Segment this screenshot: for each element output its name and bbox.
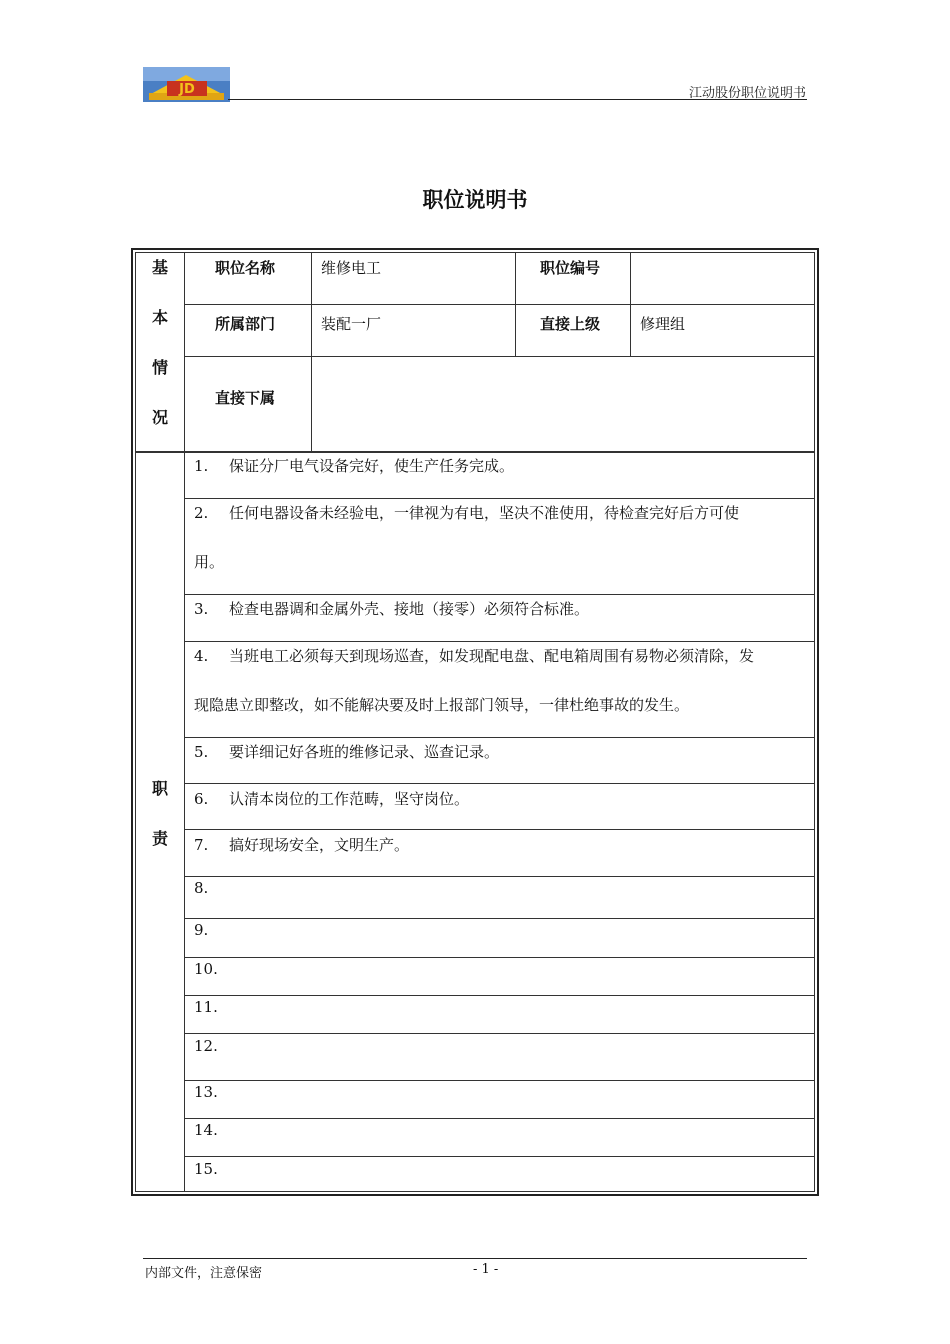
superior-value: 修理组 [640,315,686,333]
duty-item-4-cont: 现隐患立即整改，如不能解决要及时上报部门领导，一律杜绝事故的发生。 [194,696,690,714]
header-doc-title: 江动股份职位说明书 [688,86,806,101]
position-name-value: 维修电工 [321,259,382,277]
duty-item-3: 3. 检查电器调和金属外壳、接地（接零）必须符合标准。 [194,600,590,618]
duty-item-2: 2. 任何电器设备未经验电，一律视为有电，坚决不准使用，待检查完好后方可使 [194,504,740,522]
duty-item-6: 6. 认清本岗位的工作范畴，坚守岗位。 [194,790,470,808]
duty-item-11: 11. [194,998,218,1016]
subordinate-label: 直接下属 [215,389,276,407]
logo-text: JD [179,82,195,97]
footer-confidential: 内部文件，注意保密 [145,1266,263,1281]
duty-item-15: 15. [194,1160,218,1178]
position-name-label: 职位名称 [215,259,276,277]
duty-item-9: 9. [194,921,209,939]
page-number: - 1 - [473,1262,499,1277]
position-code-label: 职位编号 [540,259,601,277]
duty-item-14: 14. [194,1121,218,1139]
duty-item-7: 7. 搞好现场安全，文明生产。 [194,836,410,854]
footer-rule [143,1258,807,1259]
duty-item-5: 5. 要详细记好各班的维修记录、巡查记录。 [194,743,500,761]
basic-section-label: 基 本 情 况 [151,258,168,427]
duty-item-2-cont: 用。 [194,553,225,571]
department-value: 装配一厂 [321,315,382,333]
department-label: 所属部门 [215,315,276,333]
duty-item-4: 4. 当班电工必须每天到现场巡查，如发现配电盘、配电箱周围有易物必须清除，发 [194,647,755,665]
company-logo [143,67,230,102]
duties-section-label: 职 责 [151,779,168,848]
duty-item-12: 12. [194,1037,218,1055]
duty-item-13: 13. [194,1083,218,1101]
page-title: 职位说明书 [422,188,528,212]
duty-item-10: 10. [194,960,218,978]
duty-item-1: 1. 保证分厂电气设备完好，使生产任务完成。 [194,457,515,475]
superior-label: 直接上级 [540,315,601,333]
duty-item-8: 8. [194,879,209,897]
